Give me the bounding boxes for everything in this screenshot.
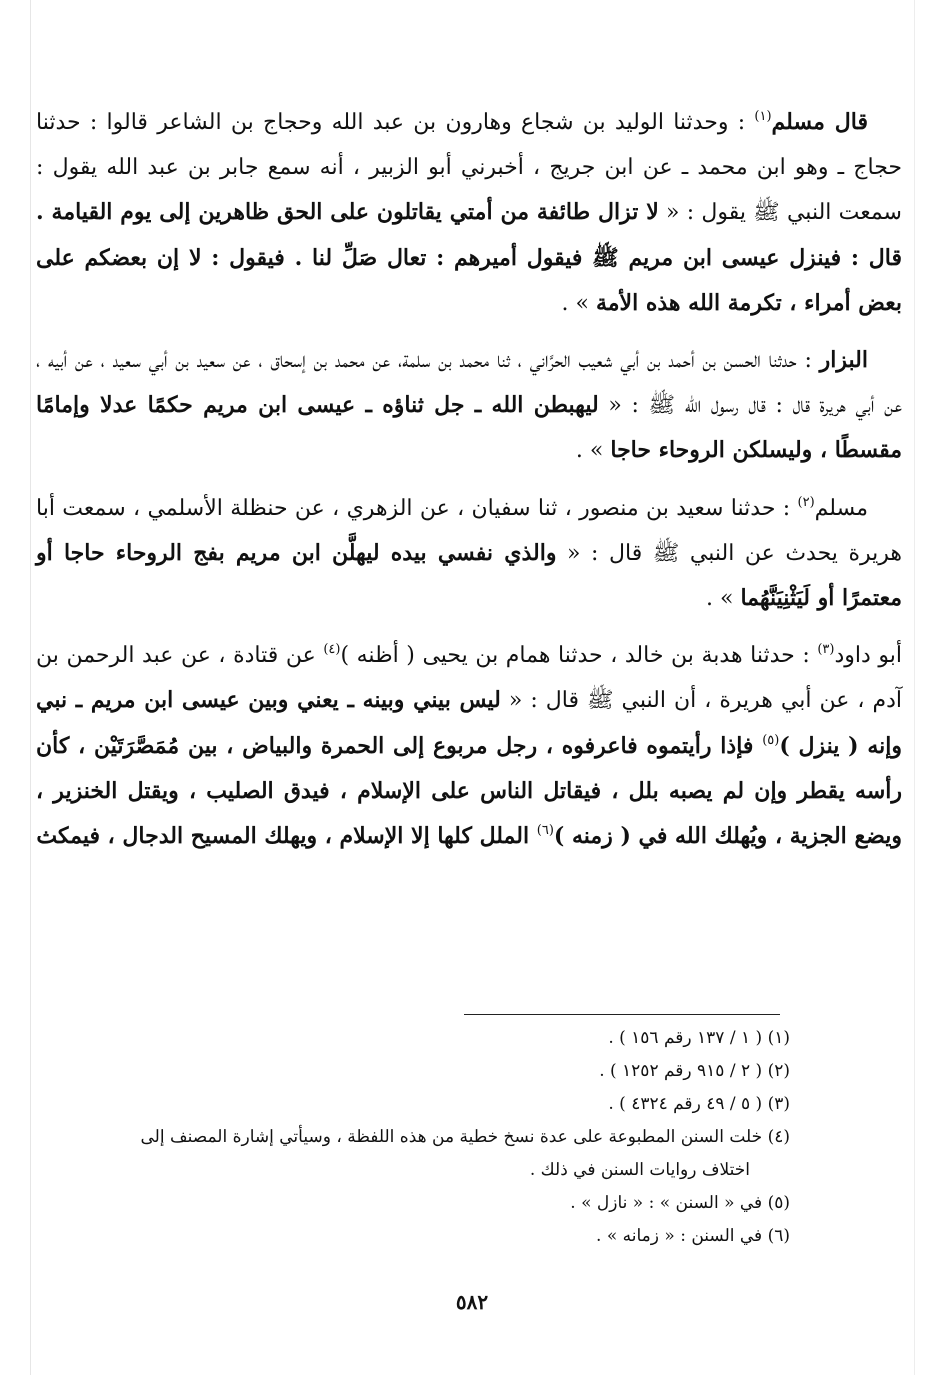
paragraph-muslim-1	[36, 100, 902, 326]
footnote-4-continuation: اختلاف روايات السنن في ذلك .	[529, 1160, 750, 1180]
text-segment: : حدثنا سعيد بن منصور ، ثنا سفيان ، عن الزهري ، عن حنظلة الأسلمي ، سمعت أبا هريرة يحدث عن النبي ﷺ قال : «	[36, 495, 902, 566]
text-segment: » .	[575, 438, 611, 464]
footnote-1: (١) ( ١ / ١٣٧ رقم ١٥٦ ) .	[608, 1028, 790, 1048]
footnote-marker: (٢)	[797, 494, 815, 510]
footnote-5: (٥) في « السنن » : « نازل » .	[570, 1193, 790, 1213]
scan-edge-line-left	[30, 0, 31, 1375]
footnote-marker: (١)	[754, 109, 772, 124]
main-text	[36, 100, 902, 871]
text-segment: : حدثنا هدبة بن خالد ، حدثنا همام بن يحيى ( أظنه )	[340, 643, 818, 669]
paragraph-abu-dawud	[36, 633, 902, 859]
bold-text-segment: قال مسلم	[771, 109, 868, 135]
text-segment: » .	[561, 290, 596, 316]
text-segment: أبو داود	[834, 643, 902, 669]
text-segment: : وحدثنا الوليد بن شجاع وهارون بن عبد الله وحجاج بن الشاعر قالوا : حدثنا حجاج ـ وهو ابن محمد ـ عن ابن جريج ، أخبرني أبو الزبير ، أنه سمع جابر بن عبد الله يقول : سمعت النبي ﷺ يقول : «	[36, 110, 902, 226]
paragraph-bazzar	[36, 338, 902, 474]
paragraph-muslim-2	[36, 486, 902, 622]
footnote-marker: (٥)	[762, 732, 780, 748]
bold-text-segment: لا تزال طائفة من أمتي يقاتلون على الحق ظاهرين إلى يوم القيامة . قال : فينزل عيسى ابن مريم ﷺ فيقول أميرهم : تعال صَلِّ لنا . فيقول : لا إن بعضكم على بعض أمراء ، تكرمة الله هذه الأمة	[36, 199, 902, 316]
footnote-6: (٦) في السنن : « زمانه » .	[596, 1226, 790, 1246]
bold-text-segment: ليهبطن الله ـ جل ثناؤه ـ عيسى ابن مريم حكمًا عدلا وإمامًا مقسطًا ، وليسلكن الروحاء حاجا	[36, 392, 902, 464]
text-segment: عن قتادة ، عن عبد الرحمن بن آدم ، عن أبي هريرة ، أن النبي ﷺ قال : «	[36, 643, 902, 714]
text-segment: » .	[706, 586, 741, 612]
footnote-marker: (٣)	[817, 642, 835, 658]
bold-text-segment: ليس بيني وبينه ـ يعني وبين عيسى ابن مريم ـ نبي وإنه ( ينزل )	[36, 687, 902, 759]
footnote-3: (٣) ( ٥ / ٤٩ رقم ٤٣٢٤ ) .	[608, 1094, 790, 1114]
footnote-marker: (٤)	[323, 642, 341, 658]
text-segment: : حدثنا الحسن بن أحمد بن أبي شعيب الحرَّاني ، ثنا محمد بن سلمة، عن محمد بن إسحاق ، عن سعيد بن أبي سعيد ، عن أبيه ، عن أبي هريرة قال : قال رسول الله ﷺ : «	[36, 348, 903, 419]
bold-text-segment: الملل كلها إلا الإسلام ، ويهلك المسيح الدجال ، فيمكث	[36, 823, 537, 850]
scan-edge-line-right	[914, 0, 915, 1375]
text-segment: مسلم	[814, 495, 868, 521]
footnote-marker: (٦)	[536, 823, 554, 839]
footnote-4: (٤) خلت السنن المطبوعة على عدة نسخ خطية من هذه اللفظة ، وسيأتي إشارة المصنف إلى	[140, 1127, 790, 1147]
footnotes	[120, 1022, 790, 1253]
footnote-separator	[464, 1014, 780, 1015]
footnote-2: (٢) ( ٢ / ٩١٥ رقم ١٢٥٢ ) .	[599, 1061, 790, 1081]
bold-text-segment: والذي نفسي بيده ليهلَّن ابن مريم بفج الروحاء حاجا أو معتمرًا أو لَيَثْنِيَنَّهُما	[36, 539, 902, 612]
bold-text-segment: فإذا رأيتموه فاعرفوه ، رجل مربوع إلى الحمرة والبياض ، بين مُمَصَّرَتَيْن ، كأن رأسه يقطر وإن لم يصبه بلل ، فيقاتل الناس على الإسلام ، فيدق الصليب ، ويقتل الخنزير ، ويضع الجزية ، ويُهلك الله في ( زمنه )	[36, 732, 902, 850]
page-number: ٥٨٢	[455, 1290, 489, 1314]
bold-text-segment: البزار	[819, 347, 868, 374]
